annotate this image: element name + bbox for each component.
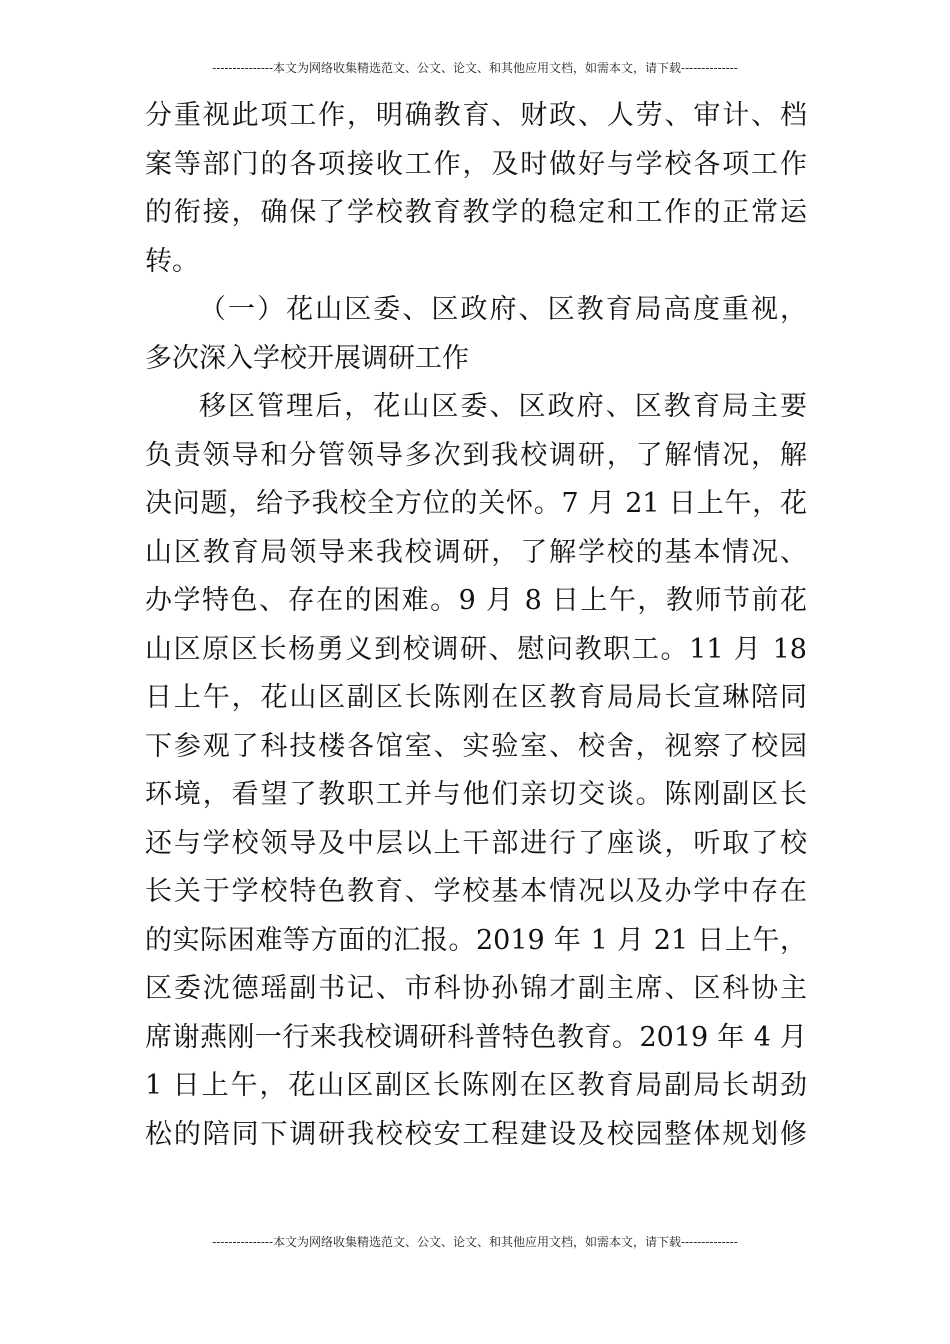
text-line: 办学特色、存在的困难。9 月 8 日上午，教师节前花 [145, 585, 807, 616]
page-header: ---------------本文为网络收集精选范文、公文、论文、和其他应用文档，如需本文，请下载-------------- [212, 61, 738, 75]
section-heading-line: （一）花山区委、区政府、区教育局高度重视， [199, 294, 807, 325]
text-line: 移区管理后，花山区委、区政府、区教育局主要 [199, 391, 807, 422]
text-line: 分重视此项工作，明确教育、财政、人劳、审计、档 [145, 100, 807, 131]
text-line: 的实际困难等方面的汇报。2019 年 1 月 21 日上午， [145, 924, 807, 956]
page-footer: ---------------本文为网络收集精选范文、公文、论文、和其他应用文档，如需本文，请下载-------------- [212, 1235, 738, 1249]
text-line: 决问题，给予我校全方位的关怀。7 月 21 日上午，花 [145, 488, 807, 519]
text-line: 环境，看望了教职工并与他们亲切交谈。陈刚副区长 [145, 779, 807, 810]
text-line: 长关于学校特色教育、学校基本情况以及办学中存在 [145, 876, 807, 907]
text-line: 案等部门的各项接收工作，及时做好与学校各项工作 [145, 148, 807, 180]
text-line: 山区教育局领导来我校调研，了解学校的基本情况、 [145, 536, 807, 568]
document-body [145, 92, 807, 1159]
text-line: 负责领导和分管领导多次到我校调研，了解情况，解 [145, 439, 807, 471]
text-line: 下参观了科技楼各馆室、实验室、校舍，视察了校园 [145, 730, 807, 762]
text-line: 山区原区长杨勇义到校调研、慰问教职工。11 月 18 [145, 633, 807, 665]
text-line: 1 日上午，花山区副区长陈刚在区教育局副局长胡劲 [145, 1070, 807, 1101]
text-line: 转。 [145, 245, 199, 277]
section-heading-line: 多次深入学校开展调研工作 [145, 342, 469, 374]
text-line: 还与学校领导及中层以上干部进行了座谈，听取了校 [145, 827, 807, 859]
text-line: 区委沈德瑶副书记、市科协孙锦才副主席、区科协主 [145, 973, 807, 1004]
text-line: 松的陪同下调研我校校安工程建设及校园整体规划修 [145, 1118, 807, 1150]
text-line: 日上午，花山区副区长陈刚在区教育局局长宣琳陪同 [145, 682, 807, 713]
text-line: 席谢燕刚一行来我校调研科普特色教育。2019 年 4 月 [145, 1021, 807, 1053]
text-line: 的衔接，确保了学校教育教学的稳定和工作的正常运 [145, 197, 807, 228]
